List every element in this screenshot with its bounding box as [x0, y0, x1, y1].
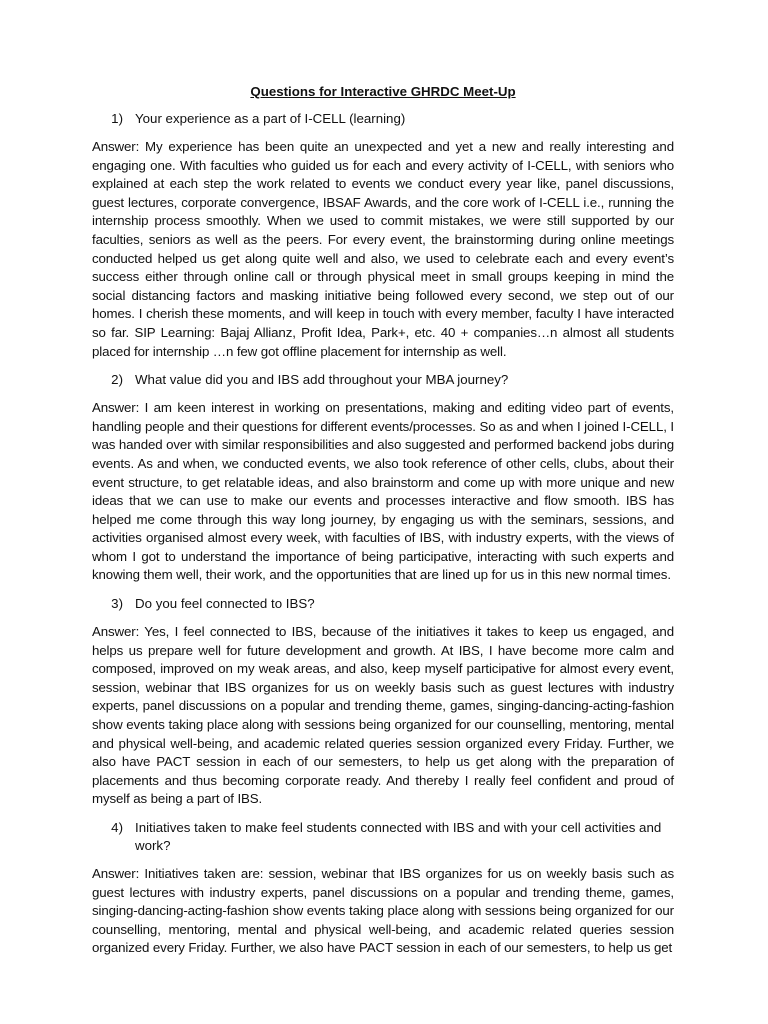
document-title: Questions for Interactive GHRDC Meet-Up [250, 84, 516, 99]
question-1 [92, 110, 674, 128]
question-3 [92, 595, 674, 613]
question-number: 2) [111, 372, 123, 388]
question-number: 3) [111, 596, 123, 612]
answer-3: Answer: Yes, I feel connected to IBS, because of the initiatives it takes to keep us engaged, and helps us prepare well for future development and growth. At IBS, I have become more calm and composed, improved on my weak areas, and also, keep myself participative for almost every event, session, webinar that IBS organizes for us on weekly basis such as guest lectures with industry experts, panel discussions on a popular and trending theme, games, singing-dancing-acting-fashion show events taking place along with sessions being organized for our counselling, mentoring, mental and physical well-being, and academic related queries session organized every Friday. Further, we also have PACT session in each of our semesters, to help us get along with the preparation of placements and thus becoming corporate ready. And thereby I really feel confident and proud of myself as being a part of IBS. [92, 624, 674, 807]
question-text: Initiatives taken to make feel students connected with IBS and with your cell activities and work? [135, 820, 662, 853]
question-2 [92, 371, 674, 389]
question-number: 1) [111, 111, 123, 126]
question-text: Your experience as a part of I-CELL (learning) [135, 111, 406, 126]
question-text: Do you feel connected to IBS? [135, 596, 315, 612]
answer-4: Answer: Initiatives taken are: session, webinar that IBS organizes for us on weekly basis such as guest lectures with industry experts, panel discussions on a popular and trending theme, games, singing-dancing-acting-fashion show events taking place along with sessions being organized for our counselling, mentoring, mental and physical well-being, and academic related queries session organized every Friday. Further, we also have PACT session in each of our semesters, to help us get [92, 866, 674, 956]
document-body [92, 84, 674, 968]
answer-1: Answer: My experience has been quite an unexpected and yet a new and really interesting and engaging one. With faculties who guided us for each and every activity of I-CELL, with seniors who explained at each step the work related to events we conduct every year like, panel discussions, guest lectures, corporate convergence, IBSAF Awards, and the core work of I-CELL i.e., running the internship process smoothly. When we used to commit mistakes, we were still supported by our faculties, seniors as well as the peers. For every event, the brainstorming during online meetings conducted helped us get along quite well and also, we used to celebrate each and every event’s success either through online call or through physical meet in small groups keeping in mind the social distancing factors and masking initiative being followed every second, we step out of our homes. I cherish these moments, and will keep in touch with every member, faculty I have interacted so far. SIP Learning: Bajaj Allianz, Profit Idea, Park+, etc. 40 + companies…n almost all students placed for internship …n few got offline placement for internship as well. [92, 139, 674, 359]
question-4 [92, 819, 674, 855]
answer-2: Answer: I am keen interest in working on presentations, making and editing video part of events, handling people and their questions for different events/processes. So as and when I joined I-CELL, I was handed over with similar responsibilities and also suggested and performed backend jobs during events. As and when, we conducted events, we also took reference of other cells, clubs, about their event structure, to get relatable ideas, and also brainstorm and come up with more unique and new ideas that we can use to make our events and processes interactive and flow smooth. IBS has helped me come through this way long journey, by engaging us with the seminars, sessions, and activities organised almost every week, with faculties of IBS, with industry experts, with the views of whom I got to understand the importance of being participative, interacting with such experts and knowing them well, their work, and the opportunities that are lined up for us in this new normal times. [92, 400, 674, 583]
question-text: What value did you and IBS add throughout your MBA journey? [135, 372, 509, 388]
question-number: 4) [111, 820, 123, 835]
